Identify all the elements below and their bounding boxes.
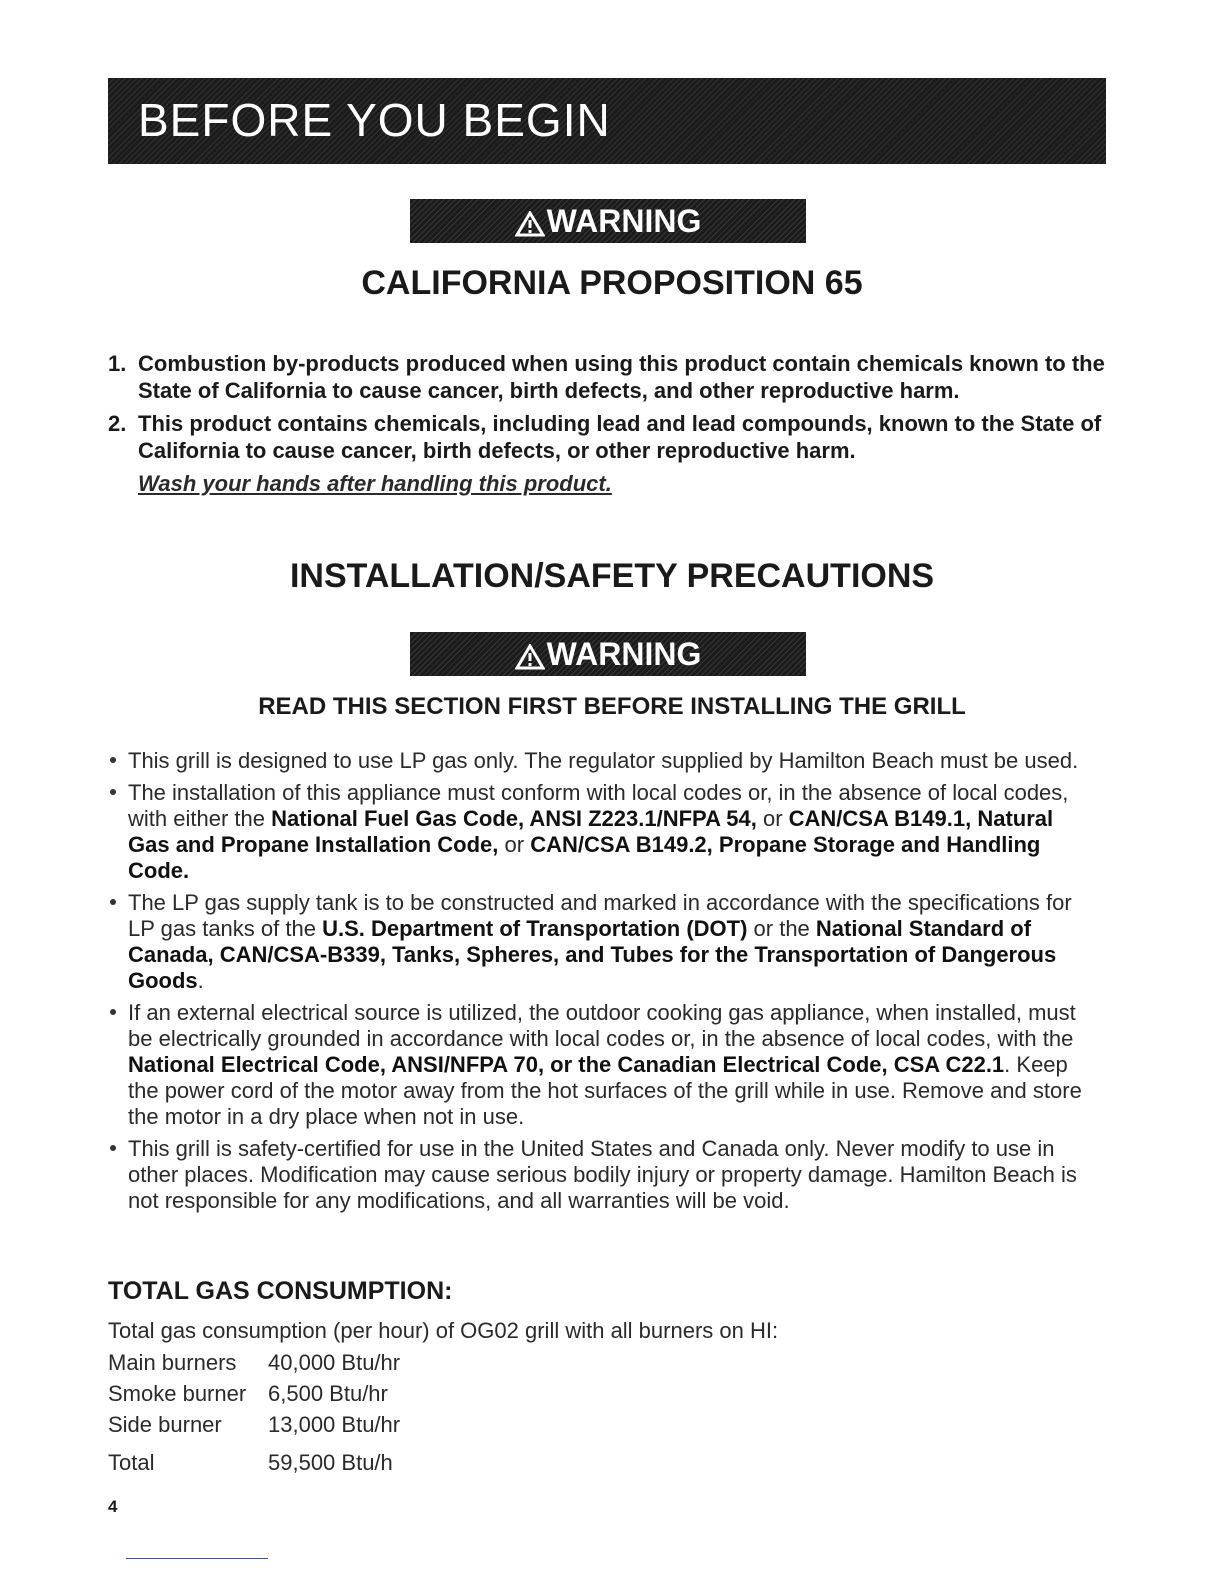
warning-triangle-icon: [515, 644, 545, 670]
bullet-dot-icon: [110, 1009, 116, 1015]
wash-hands-note: Wash your hands after handling this product.: [138, 471, 612, 496]
bullet-text: This grill is designed to use LP gas only. The regulator supplied by Hamilton Beach must be used.: [128, 748, 1079, 773]
bullet-item: [110, 1136, 1100, 1214]
gas-row-value: 59,500 Btu/h: [268, 1450, 393, 1475]
safety-bullet-list: [110, 748, 1100, 1220]
footer-rule: [126, 1558, 268, 1559]
gas-row-label: Total: [108, 1450, 155, 1475]
bullet-item: [110, 780, 1100, 884]
gas-title: TOTAL GAS CONSUMPTION:: [108, 1277, 453, 1305]
gas-row-value: 13,000 Btu/hr: [268, 1412, 401, 1437]
gas-row-label: Main burners: [108, 1350, 237, 1375]
bullet-item: [110, 748, 1100, 774]
gas-row-label: Smoke burner: [108, 1381, 247, 1406]
safety-title: INSTALLATION/SAFETY PRECAUTIONS: [289, 557, 935, 595]
gas-row-label: Side burner: [108, 1412, 222, 1437]
warning-label: WARNING: [546, 636, 702, 672]
bullet-dot-icon: [110, 1145, 116, 1151]
banner-title: BEFORE YOU BEGIN: [138, 94, 611, 146]
bullet-item: [110, 890, 1100, 994]
item-number: 2.: [108, 411, 127, 436]
bullet-dot-icon: [110, 899, 116, 905]
bullet-dot-icon: [110, 789, 116, 795]
warning-label: WARNING: [546, 203, 702, 239]
item-text: Combustion by-products produced when using this product contain chemicals known to the State of California to cause cancer, birth defects, and other reproductive harm.: [138, 351, 1105, 403]
section-banner: [108, 78, 1106, 164]
gas-row-value: 40,000 Btu/hr: [268, 1350, 401, 1375]
warning-triangle-icon: [515, 211, 545, 237]
list-item: [108, 410, 1108, 464]
page-number: 4: [108, 1497, 118, 1516]
item-text: This product contains chemicals, including lead and lead compounds, known to the State of California to cause cancer, birth defects, or other reproductive harm.: [138, 411, 1102, 463]
list-item: [108, 350, 1108, 404]
prop65-list: [108, 350, 1108, 497]
warning-badge-2: [410, 632, 806, 676]
gas-intro: Total gas consumption (per hour) of OG02 grill with all burners on HI:: [108, 1318, 779, 1343]
bullet-item: [110, 1000, 1100, 1130]
gas-row-value: 6,500 Btu/hr: [268, 1381, 388, 1406]
item-number: 1.: [108, 351, 127, 376]
bullet-text: This grill is safety-certified for use in the United States and Canada only. Never modify to use in other places. Modification may cause serious bodily injury or property damage. Hamilton Beach is not responsible for any modifications, and all warranties will be void.: [128, 1136, 1077, 1213]
safety-subtitle: READ THIS SECTION FIRST BEFORE INSTALLING THE GRILL: [258, 693, 966, 720]
prop65-title: CALIFORNIA PROPOSITION 65: [361, 264, 863, 302]
bullet-dot-icon: [110, 757, 116, 763]
bullet-text: The installation of this appliance must conform with local codes or, in the absence of local codes, with either the National Fuel Gas Code, ANSI Z223.1/NFPA 54, or CAN/CSA B149.1, Natural Gas and Propane Installation Code, or CAN/CSA B149.2, Propane Storage and Handling Code.: [128, 780, 1069, 883]
bullet-text: If an external electrical source is utilized, the outdoor cooking gas appliance, when installed, must be electrically grounded in accordance with local codes or, in the absence of local codes, with the National Electrical Code, ANSI/NFPA 70, or the Canadian Electrical Code, CSA C22.1. Keep the power cord of the motor away from the hot surfaces of the grill while in use. Remove and store the motor in a dry place when not in use.: [128, 1000, 1082, 1129]
warning-badge-1: [410, 199, 806, 243]
bullet-text: The LP gas supply tank is to be constructed and marked in accordance with the specifications for LP gas tanks of the U.S. Department of Transportation (DOT) or the National Standard of Canada, CAN/CSA-B339, Tanks, Spheres, and Tubes for the Transportation of Dangerous Goods.: [128, 890, 1072, 993]
